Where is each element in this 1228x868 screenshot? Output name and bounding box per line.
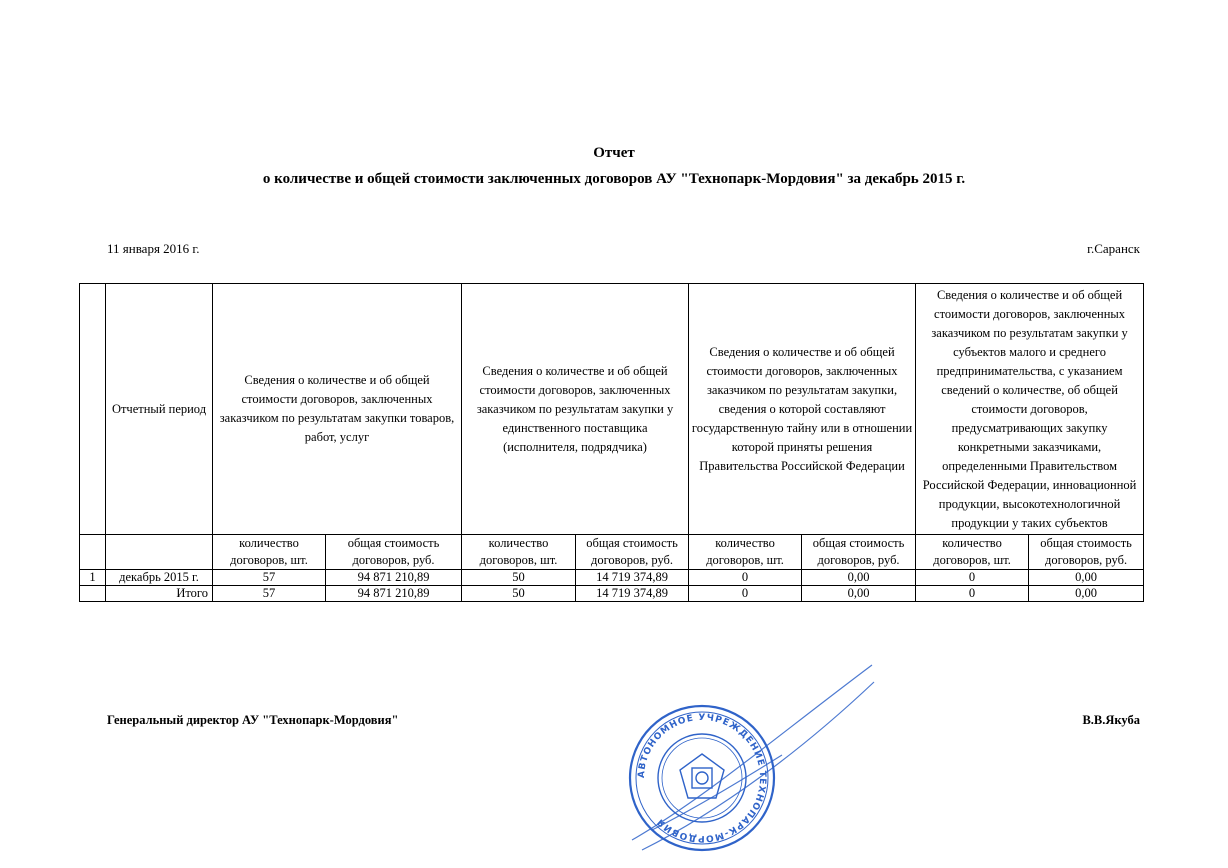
seal-emblem [680,754,724,798]
header-row [80,284,1144,535]
seal-stamp [612,660,882,860]
subheader-total: общая стоимость договоров, руб. [576,535,689,570]
header-num-cell [80,284,106,535]
total-row [80,586,1144,602]
svg-text:АВТОНОМНОЕ УЧРЕЖДЕНИЕ ТЕХНОПАР [637,713,767,843]
title-line-2: о количестве и общей стоимости заключенных договоров АУ "Технопарк-Мордовия" за декабрь 2015 г. [262,171,966,187]
row-num: 1 [80,570,106,586]
header-col-d: Сведения о количестве и об общей стоимости договоров, заключенных заказчиком по результатам закупки у субъектов малого и среднего предпринимательства, с указанием сведений о количестве, об общей стоимости договоров, предусматривающих закупку конкретными заказчиками, определенными Правительством Российской Федерации, инновационной продукции, высокотехнологичной продукции у таких субъектов [916,284,1144,535]
report-date: 11 января 2016 г. [107,241,200,256]
subheader-count: количество договоров, шт. [213,535,326,570]
table-row [80,570,1144,586]
header-period: Отчетный период [106,284,213,535]
subheader-row [80,535,1144,570]
signer-position: Генеральный директор АУ "Технопарк-Мордовия" [107,713,399,727]
row-value: 0 [916,570,1029,586]
row-value: 50 [462,570,576,586]
seal-text: АВТОНОМНОЕ УЧРЕЖДЕНИЕ ТЕХНОПАРК-МОРДОВИЯ [636,712,768,844]
seal-circle [630,706,774,850]
header-col-a: Сведения о количестве и об общей стоимости договоров, заключенных заказчиком по результатам закупки товаров, работ, услуг [213,284,462,535]
subheader-count: количество договоров, шт. [689,535,802,570]
subheader-total: общая стоимость договоров, руб. [326,535,462,570]
row-value: 0 [689,570,802,586]
report-city: г.Саранск [1087,241,1140,256]
total-value: 14 719 374,89 [576,586,689,602]
row-value: 14 719 374,89 [576,570,689,586]
row-value: 0,00 [1029,570,1144,586]
total-value: 50 [462,586,576,602]
row-value: 57 [213,570,326,586]
subheader-empty [80,535,106,570]
total-value: 57 [213,586,326,602]
total-value: 0 [689,586,802,602]
row-period: декабрь 2015 г. [106,570,213,586]
total-empty [80,586,106,602]
subheader-empty [106,535,213,570]
subheader-count: количество договоров, шт. [916,535,1029,570]
header-col-b: Сведения о количестве и об общей стоимости договоров, заключенных заказчиком по результатам закупки у единственного поставщика (исполнителя, подрядчика) [462,284,689,535]
total-value: 0,00 [1029,586,1144,602]
title-line-1: Отчет [593,145,635,161]
total-value: 94 871 210,89 [326,586,462,602]
subheader-count: количество договоров, шт. [462,535,576,570]
report-title [0,140,1228,192]
row-value: 94 871 210,89 [326,570,462,586]
header-col-c: Сведения о количестве и об общей стоимости договоров, заключенных заказчиком по результатам закупки, сведения о которой составляют государственную тайну или в отношении которой приняты решения Правительства Российской Федерации [689,284,916,535]
report-table [79,283,1144,602]
total-value: 0 [916,586,1029,602]
subheader-total: общая стоимость договоров, руб. [1029,535,1144,570]
row-value: 0,00 [802,570,916,586]
subheader-total: общая стоимость договоров, руб. [802,535,916,570]
total-label: Итого [106,586,213,602]
total-value: 0,00 [802,586,916,602]
signer-name: В.В.Якуба [1082,713,1140,727]
